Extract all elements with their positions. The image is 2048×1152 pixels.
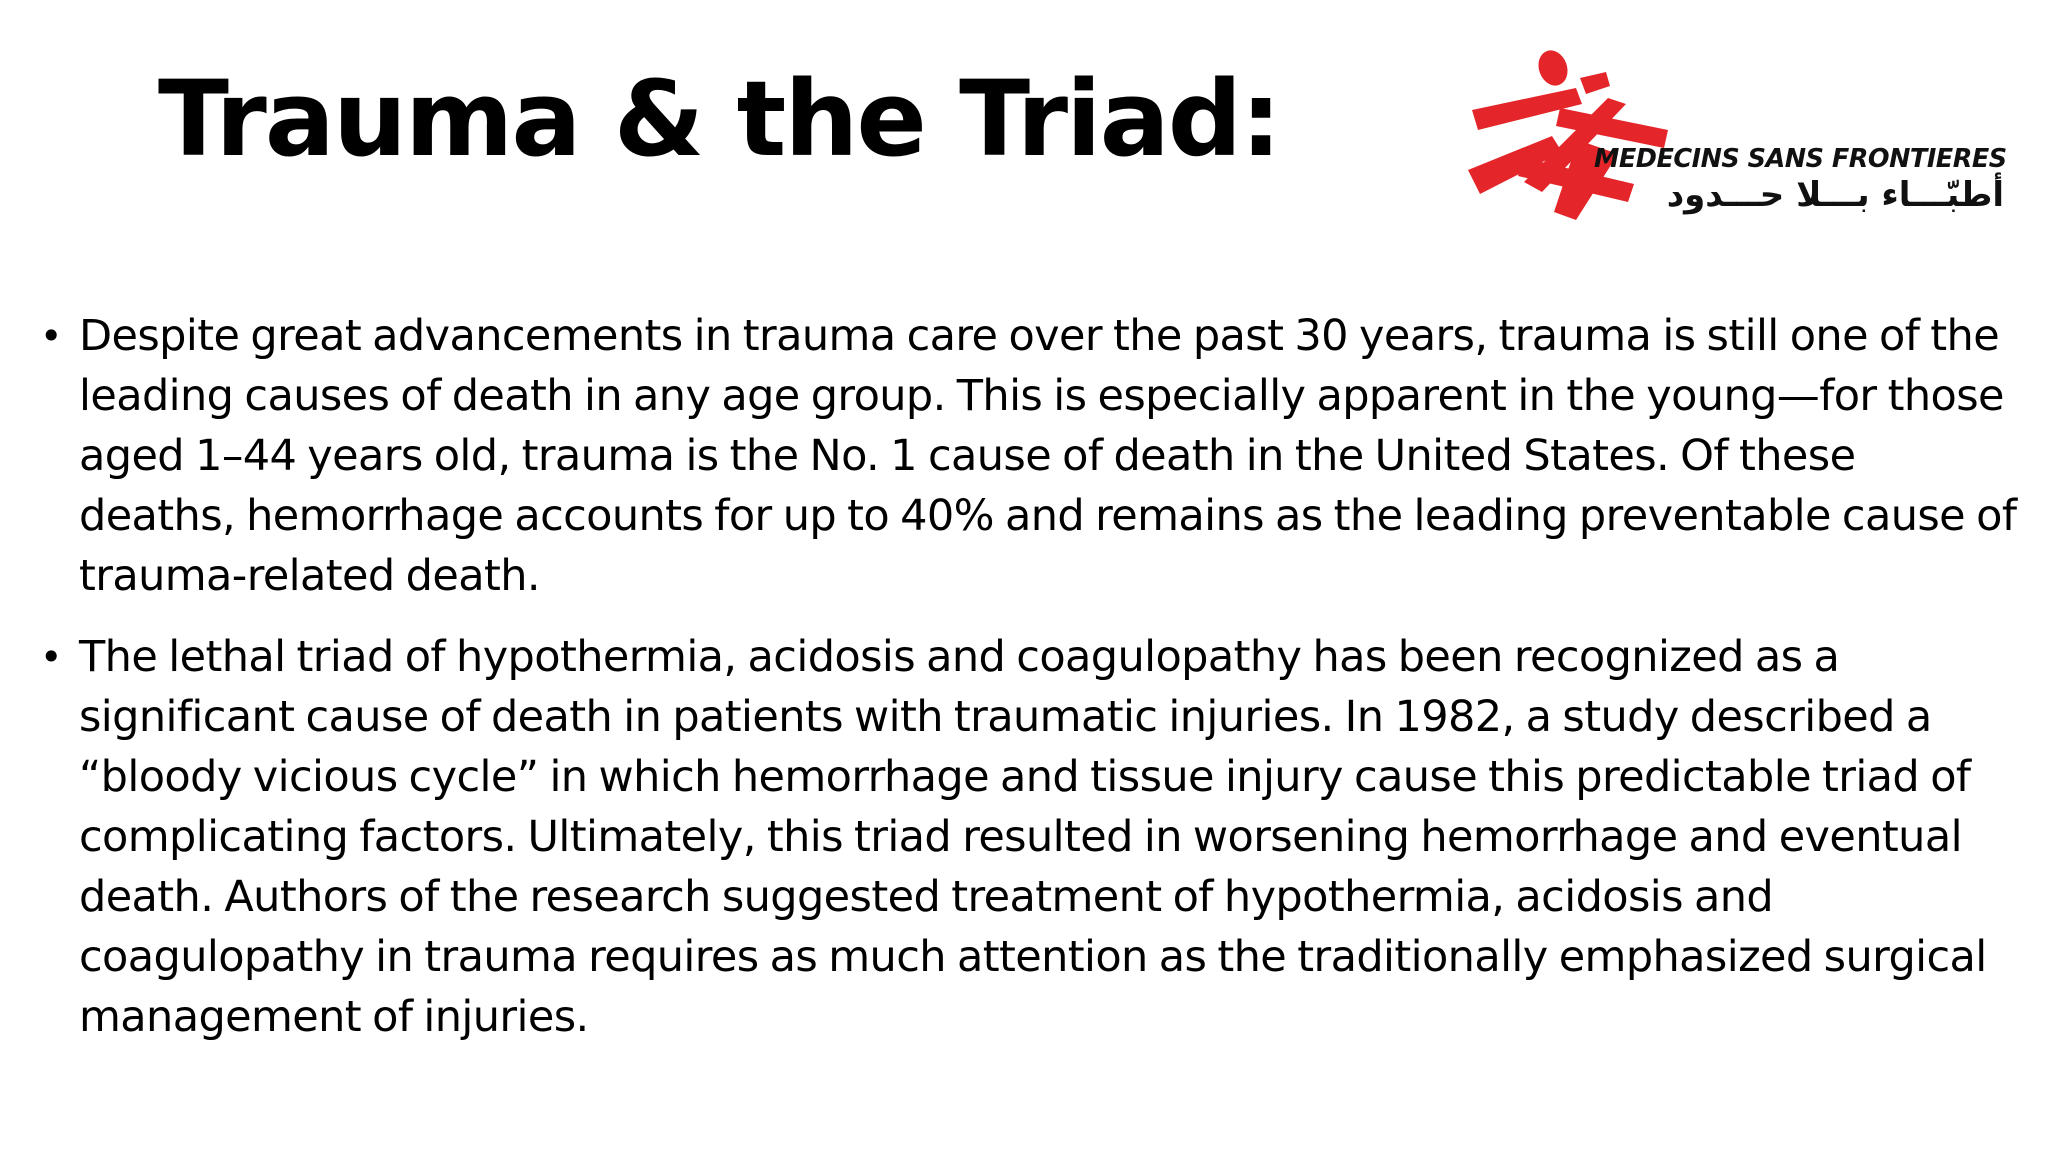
msf-logo-arabic-name: أطبّـــاء بـــلا حـــدود <box>1666 175 2004 215</box>
bullet-item <box>40 627 2020 1047</box>
bullet-text: The lethal triad of hypothermia, acidosis and coagulopathy has been recognized as a significant cause of death in patients with traumatic injuries. In 1982, a study described a “bloody vicious cycle” in which hemorrhage and tissue injury cause this predictable triad of complicating factors. Ultimately, this triad resulted in worsening hemorrhage and eventual death. Authors of the research suggested treatment of hypothermia, acidosis and coagulopathy in trauma requires as much attention as the traditionally emphasized surgical management of injuries. <box>79 632 1987 1042</box>
bullet-text: Despite great advancements in trauma care over the past 30 years, trauma is still one of the leading causes of death in any age group. This is especially apparent in the young—for those aged 1–44 years old, trauma is the No. 1 cause of death in the United States. Of these deaths, hemorrhage accounts for up to 40% and remains as the leading preventable cause of trauma-related death. <box>79 311 2017 601</box>
bullet-list <box>40 306 2020 1047</box>
slide-title: Trauma & the Triad: <box>158 58 1280 180</box>
bullet-marker: • <box>40 635 62 679</box>
msf-logo-english-name: MEDECINS SANS FRONTIERES <box>1594 144 2007 174</box>
bullet-item <box>40 306 2020 606</box>
bullet-marker: • <box>40 314 62 358</box>
msf-logo <box>1458 44 2010 232</box>
